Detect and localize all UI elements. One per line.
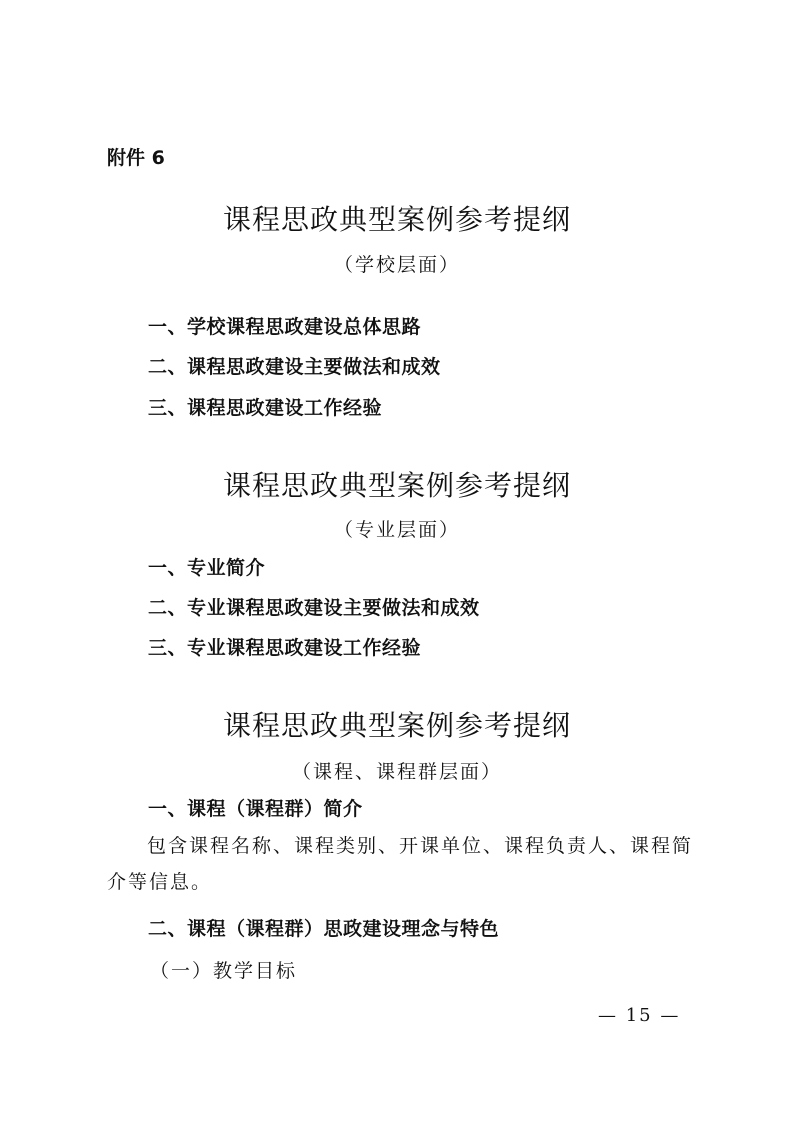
outline-item: 一、学校课程思政建设总体思路	[148, 316, 422, 338]
outline-item: 三、课程思政建设工作经验	[148, 397, 383, 419]
attachment-label: 附件 6	[107, 147, 165, 169]
outline-subitem: （一）教学目标	[150, 960, 298, 982]
section-title-course: 课程思政典型案例参考提纲	[222, 709, 571, 742]
outline-item: 三、专业课程思政建设工作经验	[148, 637, 422, 659]
outline-item: 二、课程（课程群）思政建设理念与特色	[148, 918, 500, 940]
outline-item: 二、课程思政建设主要做法和成效	[148, 356, 441, 378]
section-subtitle-course: （课程、课程群层面）	[291, 761, 502, 783]
outline-item: 二、专业课程思政建设主要做法和成效	[148, 597, 480, 619]
section-title-major: 课程思政典型案例参考提纲	[222, 469, 571, 502]
section-title-school: 课程思政典型案例参考提纲	[222, 203, 571, 236]
outline-item: 一、课程（课程群）简介	[148, 798, 363, 820]
outline-item: 一、专业简介	[148, 557, 266, 579]
section-subtitle-school: （学校层面）	[333, 254, 460, 276]
page-number: — 15 —	[598, 1005, 681, 1026]
body-paragraph: 包含课程名称、课程类别、开课单位、课程负责人、课程简介等信息。	[107, 835, 694, 893]
section-subtitle-major: （专业层面）	[333, 519, 460, 541]
